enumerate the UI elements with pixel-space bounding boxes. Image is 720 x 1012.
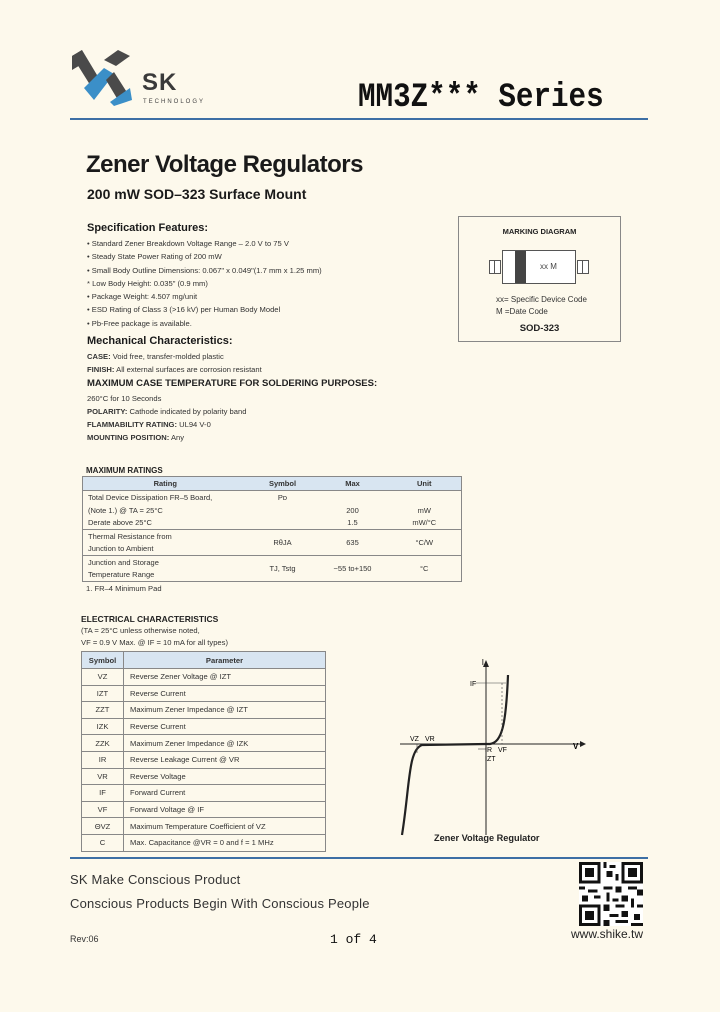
symbol-cell: IZK: [82, 718, 124, 735]
spec-item: • Pb-Free package is available.: [87, 318, 192, 328]
spec-list: [87, 237, 322, 330]
table-row: [83, 556, 462, 569]
i-axis-label: I: [481, 658, 484, 667]
table-row: [82, 702, 326, 719]
revision: Rev:06: [70, 934, 99, 944]
logo-subtext: TECHNOLOGY: [143, 99, 206, 105]
symbol-cell: VZ: [82, 669, 124, 686]
graph-caption: Zener Voltage Regulator: [434, 833, 540, 843]
parameter-cell: Reverse Leakage Current @ VR: [124, 751, 326, 768]
parameter-cell: Maximum Zener Impedance @ IZT: [124, 702, 326, 719]
polarity-text: Cathode indicated by polarity band: [129, 407, 247, 416]
cell: 1.5: [347, 518, 358, 528]
cell: mW: [417, 505, 431, 515]
table-row: [82, 685, 326, 702]
cell: RθJA: [248, 530, 318, 556]
vz-label: VZ: [410, 736, 419, 743]
electrical-heading: ELECTRICAL CHARACTERISTICS: [81, 614, 219, 624]
spec-heading: Specification Features:: [87, 222, 209, 234]
symbol-cell: C: [82, 834, 124, 851]
page-number: 1 of 4: [330, 932, 377, 947]
spec-item: * Low Body Height: 0.035" (0.9 mm): [87, 278, 208, 288]
sk-logo-icon: [70, 48, 140, 108]
marking-diagram: [458, 216, 621, 342]
footer-slogan-1: SK Make Conscious Product: [70, 872, 241, 887]
parameter-cell: Reverse Current: [124, 718, 326, 735]
parameter-cell: Forward Voltage @ IF: [124, 801, 326, 818]
vr-label: VR: [425, 736, 435, 743]
mech-flammability: [87, 418, 211, 431]
header-divider: [70, 118, 648, 120]
table-row: [82, 718, 326, 735]
spec-item: • Standard Zener Breakdown Voltage Range – 2.0 V to 75 V: [87, 239, 289, 248]
cell: Total Device Dissipation FR–5 Board,: [88, 492, 213, 502]
cell: Thermal Resistance from: [83, 530, 248, 543]
col-header: Rating: [83, 477, 248, 491]
v-axis-label: V: [573, 742, 579, 751]
max-ratings-table: [82, 476, 462, 582]
col-header: Parameter: [124, 652, 326, 669]
col-header: Symbol: [248, 477, 318, 491]
max-ratings-note: 1. FR–4 Minimum Pad: [86, 584, 162, 593]
symbol-cell: VF: [82, 801, 124, 818]
col-header: Max: [318, 477, 388, 491]
table-row: [82, 669, 326, 686]
electrical-table: [81, 651, 326, 852]
ir-label: IR: [485, 747, 492, 754]
parameter-cell: Maximum Temperature Coefficient of VZ: [124, 818, 326, 835]
marking-note-2: M =Date Code: [496, 307, 548, 316]
mech-case: [87, 350, 224, 363]
table-row: [83, 530, 462, 543]
table-row: [82, 785, 326, 802]
parameter-cell: Reverse Current: [124, 685, 326, 702]
spec-item: • ESD Rating of Class 3 (>16 kV) per Human Body Model: [87, 305, 281, 315]
cell: Junction and Storage: [83, 556, 248, 569]
table-row: [82, 751, 326, 768]
mech-finish: [87, 363, 262, 376]
cathode-band: [515, 251, 526, 283]
maxtemp-text: 260°C for 10 Seconds: [87, 394, 162, 403]
page-subtitle: 200 mW SOD–323 Surface Mount: [87, 186, 307, 202]
max-ratings-heading: MAXIMUM RATINGS: [86, 466, 163, 475]
col-header: Symbol: [82, 652, 124, 669]
table-row: [82, 818, 326, 835]
mount-label: MOUNTING POSITION:: [87, 433, 170, 442]
table-row: [82, 735, 326, 752]
parameter-cell: Max. Capacitance @VR = 0 and f = 1 MHz: [124, 834, 326, 851]
marking-title: MARKING DIAGRAM: [502, 227, 577, 236]
electrical-cond-2: VF = 0.9 V Max. @ IF = 10 mA for all types): [81, 638, 228, 647]
parameter-cell: Reverse Zener Voltage @ IZT: [124, 669, 326, 686]
iv-curve: [402, 675, 508, 835]
symbol-cell: IR: [82, 751, 124, 768]
table-row: [82, 768, 326, 785]
table-row: [83, 517, 462, 530]
mount-text: Any: [170, 433, 185, 442]
table-header-row: [82, 652, 326, 669]
case-text: Void free, transfer-molded plastic: [112, 352, 224, 361]
symbol-cell: IZT: [82, 685, 124, 702]
cell: °C/W: [388, 530, 462, 556]
mech-polarity: [87, 405, 246, 418]
symbol-cell: ZZK: [82, 735, 124, 752]
cell: 635: [318, 530, 388, 556]
col-header: Unit: [388, 477, 462, 491]
parameter-cell: Maximum Zener Impedance @ IZK: [124, 735, 326, 752]
flam-text: UL94 V-0: [179, 420, 211, 429]
qr-code-icon: [579, 862, 643, 926]
table-header-row: [83, 477, 462, 491]
cell: (Note 1.) @ TA = 25°C: [88, 505, 163, 515]
spec-item: • Small Body Outline Dimensions: 0.067" x 0.049"(1.7 mm x 1.25 mm): [87, 265, 322, 275]
table-row: [82, 834, 326, 851]
table-row: [82, 801, 326, 818]
polarity-label: POLARITY:: [87, 407, 128, 416]
footer-divider: [70, 857, 648, 859]
maxtemp-heading: MAXIMUM CASE TEMPERATURE FOR SOLDERING PURPOSES:: [87, 378, 378, 389]
package-body: [502, 250, 576, 284]
symbol-cell: VR: [82, 768, 124, 785]
parameter-cell: Reverse Voltage: [124, 768, 326, 785]
mech-mounting: [87, 431, 184, 444]
footer-slogan-2: Conscious Products Begin With Conscious People: [70, 896, 370, 911]
v-axis-arrow: [580, 741, 586, 747]
electrical-cond-1: (TA = 25°C unless otherwise noted,: [81, 626, 200, 635]
case-label: CASE:: [87, 352, 111, 361]
spec-item: • Package Weight: 4.507 mg/unit: [87, 292, 198, 302]
table-row: [83, 491, 462, 504]
table-row: [83, 504, 462, 517]
cell: 200: [346, 505, 359, 515]
zener-iv-graph: [390, 655, 590, 855]
parameter-cell: Forward Current: [124, 785, 326, 802]
marking-code: xx M: [540, 262, 557, 271]
website-link[interactable]: www.shike.tw: [571, 927, 644, 941]
symbol-cell: IF: [82, 785, 124, 802]
cell: Temperature Range: [88, 570, 155, 580]
cell: −55 to+150: [318, 556, 388, 582]
cell: Pᴅ: [277, 492, 288, 502]
package-name: SOD-323: [519, 323, 560, 334]
flam-label: FLAMMABILITY RATING:: [87, 420, 177, 429]
package-lead-left: [489, 260, 501, 274]
vf-label: VF: [498, 747, 507, 754]
spec-item: • Steady State Power Rating of 200 mW: [87, 252, 222, 262]
izt-label: IZT: [485, 756, 496, 763]
mech-heading: Mechanical Characteristics:: [87, 335, 233, 347]
cell: TJ, Tstg: [248, 556, 318, 582]
cell: °C: [388, 556, 462, 582]
finish-label: FINISH:: [87, 365, 115, 374]
cell: Derate above 25°C: [88, 518, 152, 528]
symbol-cell: ΘVZ: [82, 818, 124, 835]
marking-note-1: xx= Specific Device Code: [496, 295, 587, 304]
cell: Junction to Ambient: [88, 544, 154, 554]
symbol-cell: ZZT: [82, 702, 124, 719]
logo-text: SK: [142, 69, 178, 96]
if-label: IF: [470, 681, 477, 688]
page-title: Zener Voltage Regulators: [86, 151, 363, 178]
cell: mW/°C: [412, 518, 437, 528]
series-title: MM3Z*** Series: [358, 79, 604, 117]
package-lead-right: [577, 260, 589, 274]
finish-text: All external surfaces are corrosion resistant: [116, 365, 262, 374]
